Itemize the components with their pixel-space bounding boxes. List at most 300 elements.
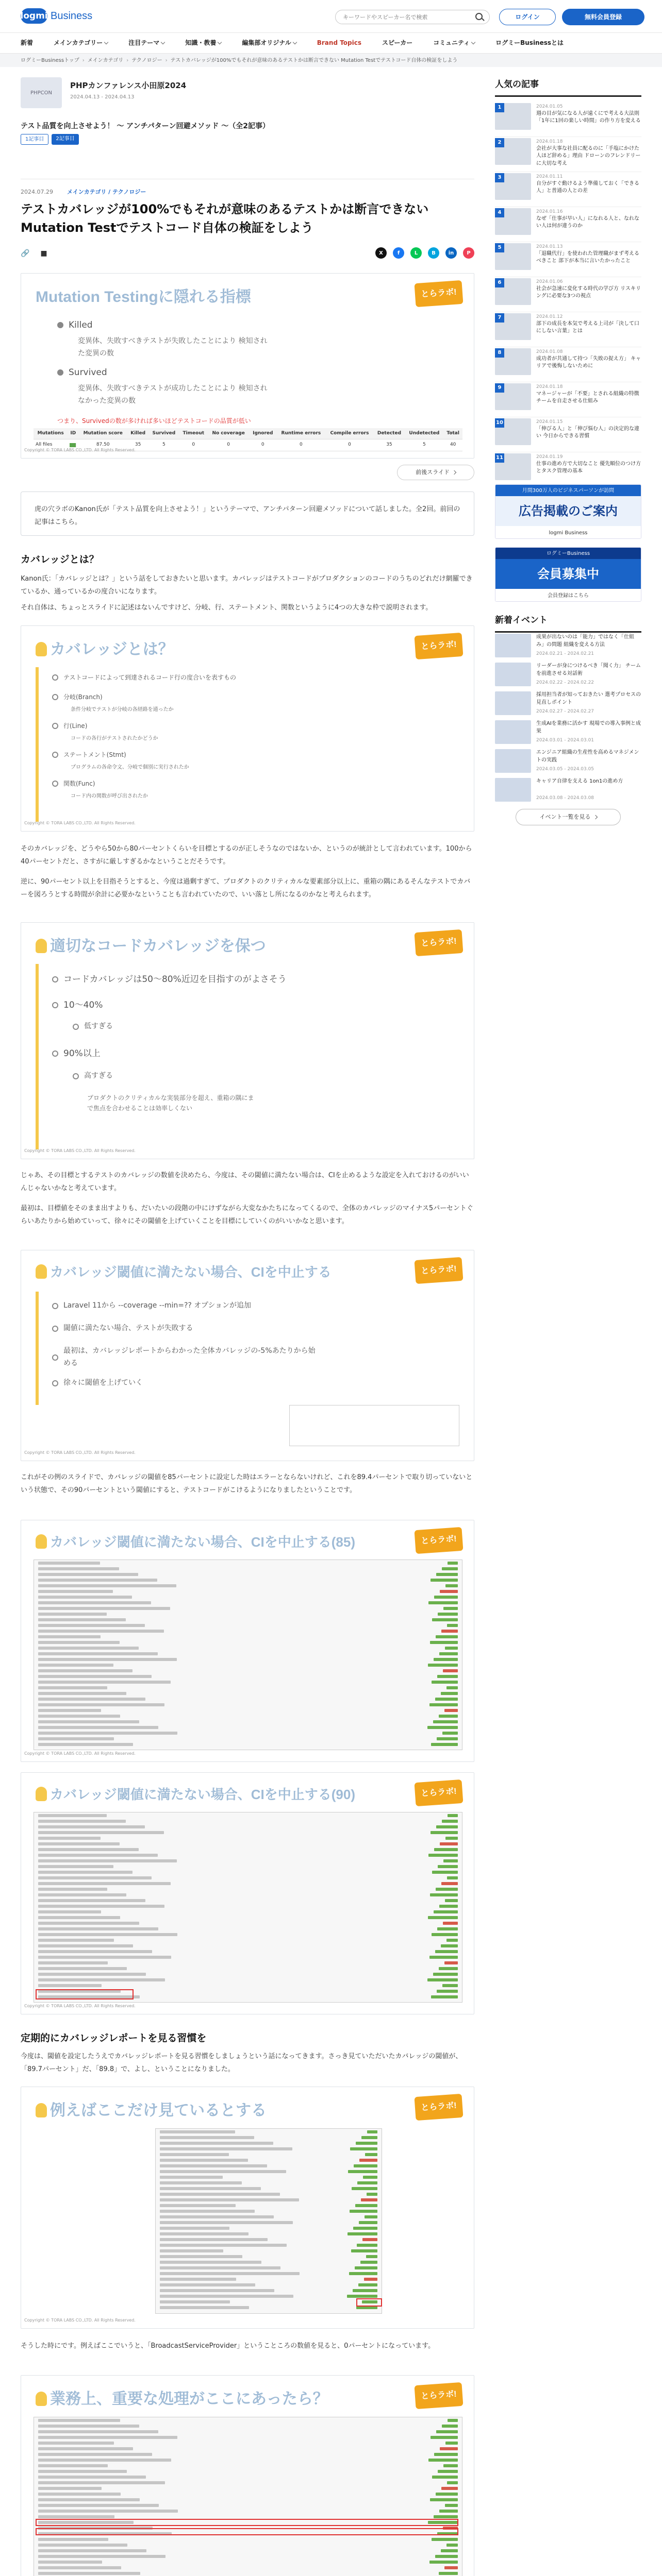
ranking-item[interactable] [495,453,641,487]
report-line-text [160,2193,280,2196]
chevron-right-icon [593,815,597,819]
share-left [21,249,48,259]
event-item[interactable] [495,720,641,748]
pocket-share-icon[interactable]: P [463,247,474,259]
slide-title-text: 適切なコードカバレッジを保つ [50,938,266,955]
report-line-bar [437,1927,458,1930]
report-line-text [38,1950,152,1953]
member-banner[interactable] [495,547,641,602]
report-line-spacer [181,2510,436,2514]
report-line-bar [446,1939,458,1942]
report-line [160,2266,377,2270]
report-line-spacer [136,1669,440,1673]
report-line-text [160,2181,242,2184]
report-line-spacer [148,1825,433,1829]
logo-sub: Business [51,10,93,22]
nav-brand-topics[interactable] [317,33,373,53]
linkedin-share-icon[interactable]: in [445,247,457,259]
report-line-bar [434,1910,458,1913]
report-line [160,2221,377,2225]
report-line-text [38,2459,171,2462]
report-line-spacer [180,1933,428,1937]
paragraph: 最初は、目標値をそのまま出すよりも、だいたいの段階の中にけずながら大変なかたちになってくるので、全体のカバレッジのマイナス5パーセントぐらいあたりから始めていって、徐々にその閾値を上げていくことを目標にしていくのがいいかなと思います。 [21,1205,473,1225]
report-line-bar [347,2295,377,2298]
report-line-text [38,1720,139,1723]
report-line-spacer [123,1916,425,1920]
highlight-box [36,2519,458,2526]
report-line [38,1630,458,1634]
ranking-item[interactable] [495,103,641,137]
slide-badge: とらラボ! [415,2094,464,2121]
series-tag-current[interactable]: 2記事目 [52,134,78,145]
report-line-spacer [173,1607,440,1611]
report-line [160,2306,377,2310]
series-tag[interactable]: 1記事目 [21,134,48,145]
slide-copyright: Copyright © TORA LABS CO.,LTD. All Rights Reserved. [24,1450,136,1455]
ranking-item[interactable] [495,313,641,347]
ranking-number: 3 [495,173,504,182]
event-item[interactable] [495,634,641,662]
report-line-bar [357,2181,377,2184]
report-line-bar [436,2493,458,2496]
report-line-spacer [252,2232,344,2236]
slide-title-text: 業務上、重要な処理がここにあったら？ [50,2391,328,2408]
nav-label: コミュニティ [433,39,470,47]
ranking-item[interactable] [495,173,641,207]
ranking-title: 社会が急速に変化する時代の学び方 リスキリングに必要な3つの視点 [536,285,641,299]
link-icon[interactable]: 🔗 [21,249,30,258]
slide-subtext: コード内の関数が呼び出されたか [71,793,148,799]
slide-subtext: プロダクトのクリティカルな実装部分を超え、重箱の隅にまで焦点を合わせることは効率しくない [87,1094,254,1112]
report-line-bar [434,1848,458,1851]
report-line-spacer [168,1978,424,1982]
report-line-text [160,2215,274,2218]
events-list-button[interactable] [516,809,621,825]
breadcrumb-item[interactable]: ログミーBusinessトップ [21,57,79,63]
report-line-text [38,1686,107,1689]
report-line [160,2193,377,2197]
report-line-spacer [111,2464,440,2468]
report-line-bar [445,1837,458,1840]
report-line-bar [356,2142,377,2145]
slide-bullet [52,1345,320,1370]
report-line [38,2566,458,2570]
report-line-spacer [155,2453,431,2457]
report-line-bar [361,2136,377,2139]
report-line-spacer [148,1624,444,1628]
main-nav [0,33,662,54]
report-line-text [160,2272,300,2275]
report-line-spacer [232,2153,362,2157]
table-header-cell: Mutations [34,428,68,439]
report-line [38,1865,458,1869]
bullet-dot [52,674,58,681]
report-line-spacer [104,1837,442,1841]
intro-text: 虎の穴ラボのKanon氏が「テスト品質を向上させよう！」というテーマで、アンチパターン回避メソッドについて話しました。全2回。前回の記事はこちら。 [35,505,460,526]
report-line-text [160,2278,236,2281]
line-share-icon[interactable]: L [410,247,422,259]
report-line-text [160,2266,280,2269]
report-line-text [38,1737,114,1740]
facebook-share-icon[interactable]: f [393,247,404,259]
nav-original[interactable] [242,33,307,53]
slide-title [36,2386,328,2412]
report-line-bar [363,2176,377,2179]
report-line-spacer [180,1859,440,1863]
report-line-bar [440,2447,458,2450]
report-line-bar [444,1961,458,1964]
nav-community[interactable] [433,33,486,53]
report-line-bar [439,1652,458,1655]
search-input[interactable] [335,10,490,24]
report-line [38,1652,458,1656]
report-line [38,1916,458,1920]
report-line-bar [435,1698,458,1701]
report-line-bar [436,1825,458,1828]
report-line [38,2464,458,2468]
report-line [38,1933,458,1937]
report-line-spacer [149,1973,430,1977]
slide-badge: とらラボ! [415,2382,464,2409]
ranking-title: 成功者が共通して持つ「失敗の捉え方」 キャリアで後悔しないために [536,355,641,369]
report-line [38,1854,458,1858]
event-item[interactable] [495,663,641,690]
bullet-dot [52,752,58,758]
table-header-cell: Timeout [179,428,208,439]
report-line [160,2187,377,2191]
ranking-title: マネージャーが「不要」とされる組織の特徴 チームを自走させる仕組み [536,391,639,404]
report-line-text [38,1882,171,1885]
ranking-item[interactable] [495,243,641,277]
report-line [160,2159,377,2163]
report-line-spacer [180,2436,427,2440]
breadcrumb-item[interactable]: テクノロジー [131,57,162,63]
login-button[interactable]: ログイン [499,9,556,25]
x-share-icon[interactable]: X [375,247,387,259]
events-heading: 新着イベント [495,613,641,633]
event-card[interactable] [21,77,474,179]
report-line-spacer [168,1905,436,1909]
report-line-text [160,2249,223,2252]
ranking-item[interactable] [495,138,641,172]
report-line [38,2476,458,2480]
ranking-number: 7 [495,313,504,323]
event-date: 2024.03.08 - 2024.03.08 [536,795,594,801]
report-line [38,1647,458,1651]
event-thumbnail [495,749,531,773]
report-line-spacer [233,2300,359,2304]
paragraph: これがその例のスライドで、カバレッジの閾値を85パーセントに設定した時はエラーとならないけれど、これを89.4パーセントで取り切っていないという状態で、その90パーセントという閾値にすると、テストコードがこけるようになりましたということです。 [21,1473,473,1494]
report-line-text [38,2447,133,2450]
report-line-bar [446,2544,458,2547]
slide-title: Mutation Testingに隠れる指標 [36,289,251,306]
breadcrumb-item[interactable]: メインカテゴリ [87,57,124,63]
ad-banner[interactable] [495,484,641,539]
report-line-bar [348,2170,377,2173]
slide-image [21,2087,474,2329]
report-line-text [38,1692,126,1695]
search-icon[interactable] [475,13,483,20]
event-date: 2024.03.05 - 2024.03.05 [536,767,594,772]
event-date: 2024.02.22 - 2024.02.22 [536,680,594,685]
report-line-text [38,1820,126,1823]
report-line-text [38,1624,145,1627]
report-line-spacer [142,2425,439,2429]
lightbulb-icon [36,1534,47,1549]
report-line [160,2227,377,2231]
event-thumbnail [495,720,531,744]
report-line [38,1681,458,1685]
paragraph: そのカバレッジを、どうやら50から80パーセントくらいを目標とするのが正しそうなのではないか、というのが統計として言われています。100から40パーセントだと、さすがに厳しすぎるかなということだそうです。 [21,845,472,866]
report-line [160,2164,377,2168]
event-item[interactable] [495,778,641,806]
nav-about[interactable] [495,33,575,53]
report-line [160,2232,377,2236]
event-title: 採用担当者が知っておきたい 選考プロセスの見直しポイント [536,692,641,705]
report-line [38,1613,458,1617]
report-line-text [38,2464,108,2467]
table-header-cell: ID [68,428,78,439]
slide-badge: とらラボ! [415,633,464,659]
event-date: 2024.03.01 - 2024.03.01 [536,738,594,743]
report-line [38,1837,458,1841]
slide-subtext: 変異体、失敗すべきテストが成功したことにより 検知されなかった変異の数 [78,384,268,405]
report-line-spacer [161,1854,425,1858]
report-line-spacer [283,2193,363,2197]
ranking-item[interactable] [495,383,641,417]
report-line-text [160,2142,273,2145]
paragraph: それ自体は、ちょっとスライドに記述はないんですけど、分岐、行、ステートメント、関数というように4つの大きな枠で説明されます。 [21,604,433,612]
report-line-text [38,1842,120,1845]
report-line [38,1876,458,1880]
slide-bullet [52,972,287,987]
table-cell: 0 [249,439,276,451]
nav-main-category[interactable] [54,33,119,53]
report-line-spacer [284,2266,352,2270]
slide-title-text: カバレッジ閾値に満たない場合、CIを中止する(85) [50,1534,355,1550]
report-line [38,1618,458,1622]
bullet-text: Laravel 11から --coverage --min=?? オプションが追加 [63,1301,252,1310]
ranking-number: 8 [495,348,504,358]
slide-subtext: 条件分岐でテストが分岐の各経路を通ったか [71,707,174,713]
report-line-spacer [149,2476,429,2480]
ranking-list [495,103,641,495]
report-line [38,2538,458,2542]
report-line [160,2204,377,2208]
slide-pager-button[interactable] [397,465,474,480]
hatena-share-icon[interactable]: B [428,247,439,259]
report-line [38,2549,458,2553]
report-line-spacer [264,2187,349,2191]
report-line-bar [443,1922,458,1925]
ranking-item[interactable] [495,208,641,242]
report-line-bar [429,1956,458,1959]
article-category[interactable]: メインカテゴリ / テクノロジー [67,189,146,195]
series-tags [21,134,79,145]
report-line-bar [427,1978,458,1981]
report-line-text [38,2544,127,2547]
report-line-spacer [117,1664,425,1668]
report-line-bar [431,1579,458,1582]
report-line-text [38,1984,102,1987]
report-line-bar [444,2566,458,2569]
slide-bullet [52,1377,143,1389]
nav-themes[interactable] [128,33,176,53]
slide-title [36,1783,355,1806]
report-line-spacer [161,2430,433,2434]
nav-label: メインカテゴリー [54,39,103,47]
event-thumbnail [495,691,531,715]
chevron-down-icon [161,40,165,44]
breadcrumb-separator: › [165,57,168,63]
report-line-text [38,1865,113,1868]
nav-speakers[interactable] [382,33,424,53]
slide-bullet [52,1300,251,1312]
report-line-text [38,2453,152,2456]
report-line-text [38,2487,102,2490]
report-line-text [38,2430,158,2433]
nav-label: 新着 [21,39,34,47]
report-line-bar [365,2153,377,2156]
ranking-number: 4 [495,208,504,217]
table-header-cell: Killed [127,428,148,439]
ranking-number: 6 [495,278,504,287]
ranking-item[interactable] [495,418,641,452]
report-line [38,2442,458,2446]
report-line-spacer [289,2170,345,2174]
report-line-spacer [174,1681,428,1685]
report-line-text [38,1893,126,1896]
site-logo[interactable] [21,8,92,24]
table-header-cell: Undetected [405,428,443,439]
report-line-text [38,1601,151,1604]
report-line [38,1973,458,1977]
report-line-spacer [257,2136,358,2140]
report-line-bar [439,1905,458,1908]
slide-note: つまり、Survivedの数が多ければ多いほどテストコードの品質が低い [57,417,251,425]
report-line-spacer [154,1601,425,1605]
report-line-bar [439,1967,458,1970]
report-line-spacer [252,2306,353,2310]
report-line-spacer [142,1848,431,1852]
report-line-text [160,2306,249,2309]
nav-label: スピーカー [382,39,413,47]
slide-image [21,1772,474,2014]
report-line-bar [444,1709,458,1712]
report-line-text [160,2204,236,2207]
nav-label: 注目テーマ [128,39,160,47]
table-header-cell: Compile errors [325,428,373,439]
report-line-spacer [148,1899,442,1903]
slide-image [21,1250,474,1461]
report-line-spacer [179,1584,442,1588]
report-line-spacer [303,2272,346,2276]
report-line-text [160,2170,286,2173]
report-line-text [38,1573,138,1576]
nav-knowledge[interactable] [185,33,233,53]
ranking-number: 10 [495,418,504,428]
event-name: PHPカンファレンス小田原2024 [70,81,187,90]
report-line [160,2215,377,2219]
report-line-text [38,1933,177,1936]
report-line [160,2283,377,2287]
slide-subtext: 変異体、失敗すべきテストが失敗したことにより 検知された変異の数 [78,337,268,358]
ranking-number: 5 [495,243,504,252]
report-line [38,1831,458,1835]
report-line-bar [430,1893,458,1896]
report-line-bar [436,1635,458,1638]
nav-new[interactable] [21,33,44,53]
report-line-bar [349,2272,377,2275]
report-line-spacer [233,2227,350,2231]
report-line-text [38,2419,120,2422]
report-line [38,1825,458,1829]
chevron-down-icon [218,40,222,44]
ranking-item[interactable] [495,278,641,312]
ranking-title: 仕事の進め方で大切なこと 優先順位のつけ方とタスク管理の基本 [536,461,641,474]
report-line-text [38,1567,119,1570]
report-line-bar [439,2510,458,2513]
report-line-spacer [142,1720,430,1724]
report-line-bar [440,1590,458,1593]
report-line-text [160,2227,229,2230]
report-line [160,2289,377,2293]
report-line-spacer [290,2244,354,2248]
report-line [38,1910,458,1914]
bookmark-icon[interactable]: ■ [40,249,47,258]
slide-bullet [52,721,87,731]
report-line-spacer [123,1641,427,1645]
article-date: 2024.07.29 [21,189,53,195]
table-cell: 35 [127,439,148,451]
event-item[interactable] [495,691,641,719]
report-line [160,2272,377,2276]
report-line-spacer [103,1562,444,1566]
report-line-text [38,1871,133,1874]
report-line-text [160,2147,292,2150]
report-line [160,2142,377,2146]
report-line-spacer [141,1573,433,1577]
slide-image [21,922,474,1159]
report-line-spacer [110,1888,433,1892]
ranking-date: 2024.01.12 [536,314,563,319]
ranking-item[interactable] [495,348,641,382]
breadcrumb-separator: › [126,57,129,63]
event-item[interactable] [495,749,641,777]
report-line-text [38,1978,165,1981]
signup-button[interactable]: 無料会員登録 [562,9,644,25]
slide-bullet [57,318,93,333]
event-title: リーダーが身につけるべき「聞く力」 チームを前進させる対話術 [536,663,641,676]
report-line-text [160,2164,267,2167]
report-line-bar [350,2147,377,2150]
report-line-spacer [167,1831,427,1835]
slide-subtext: コードの各行がテストされたかどうか [71,736,158,741]
report-line-text [38,1675,152,1678]
report-line-text [38,1726,158,1729]
slide-accent-bar [36,964,39,1149]
report-line-spacer [226,2249,348,2253]
bullet-text: 徐々に閾値を上げていく [63,1379,143,1387]
report-line-bar [437,1990,458,1993]
report-line-bar [441,2487,458,2490]
report-line-bar [442,1820,458,1823]
report-line-text [38,1888,107,1891]
report-line-text [38,2436,177,2439]
report-line-text [38,1732,177,1735]
report-line-text [160,2210,255,2213]
report-line-text [38,2538,108,2541]
